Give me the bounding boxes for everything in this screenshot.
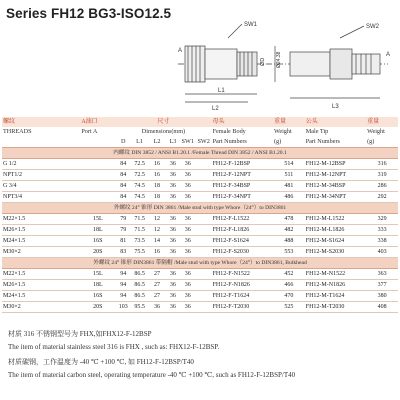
cell: 36	[180, 170, 196, 181]
cell: 408	[366, 302, 398, 313]
port-cell: 15L	[80, 214, 115, 225]
cell: 74.5	[131, 181, 148, 192]
cell: FH12-F-12NPT	[212, 170, 273, 181]
cell: 36	[180, 280, 196, 291]
cell: 36	[166, 181, 180, 192]
note-cn-2: 材质碳钢，工作温度为 -40 ℃ +100 ℃, 如 FH12-F-12BSP/T40	[8, 358, 194, 366]
cell: 86.5	[131, 291, 148, 302]
cell: 94	[115, 269, 131, 280]
cell: FH12-M-N1826	[305, 280, 366, 291]
cell: 86.5	[131, 280, 148, 291]
section-label: 外螺纹 24° 锥形 DIN3861 带隔帽 /Male stud with type Whore（24°）to DIN3861, Bulkhead	[2, 258, 398, 269]
th-weight2: Weight	[367, 128, 385, 135]
th-g1: (g)	[273, 138, 282, 145]
cell: FH12-M-12NPT	[305, 170, 366, 181]
cell: 36	[166, 269, 180, 280]
th-female-cn: 母头	[212, 117, 273, 127]
thread-cell: M30×2	[2, 302, 80, 313]
port-cell: 20S	[80, 247, 115, 258]
cell: 36	[180, 159, 196, 170]
cell	[196, 280, 212, 291]
cell: FH12-F-12BSP	[212, 159, 273, 170]
cell: 36	[166, 280, 180, 291]
th-weight2-cn: 重量	[366, 117, 398, 127]
cell: 292	[366, 192, 398, 203]
cell: 16	[148, 159, 166, 170]
port-cell: 16S	[80, 291, 115, 302]
cell: 84	[115, 181, 131, 192]
cell: 466	[273, 280, 305, 291]
port-cell: 18L	[80, 225, 115, 236]
cell: 380	[366, 291, 398, 302]
cell: FH12-F-34BSP	[212, 181, 273, 192]
cell: 286	[366, 181, 398, 192]
th-dim-cn: 尺寸	[115, 117, 211, 127]
cell: 12	[148, 214, 166, 225]
cell: 36	[180, 181, 196, 192]
cell: 14	[148, 236, 166, 247]
cell: 84	[115, 192, 131, 203]
th-l1: L1	[136, 138, 144, 145]
cell: 72.5	[131, 159, 148, 170]
cell: 81	[115, 236, 131, 247]
cell: FH12-M-L1522	[305, 214, 366, 225]
cell: 84	[115, 159, 131, 170]
th-weight1-cn: 重量	[273, 117, 305, 127]
note-en-1: The item of material stainless steel 316 is FHX , such as: FHX12-F-12BSP.	[8, 343, 220, 351]
cell	[196, 170, 212, 181]
cell: FH12-M-S2030	[305, 247, 366, 258]
cell: 36	[166, 247, 180, 258]
cell	[196, 159, 212, 170]
thread-cell: M26×1.5	[2, 225, 80, 236]
cell: 36	[166, 170, 180, 181]
cell: 316	[366, 159, 398, 170]
cell: 36	[166, 225, 180, 236]
cell: 488	[273, 236, 305, 247]
cell: 86.5	[131, 269, 148, 280]
cell: 36	[180, 214, 196, 225]
a-label-left: A	[178, 48, 183, 54]
cell	[196, 181, 212, 192]
port-cell: 18L	[80, 280, 115, 291]
a-label-right: A	[386, 52, 391, 58]
cell: 478	[273, 214, 305, 225]
cell: 363	[366, 269, 398, 280]
cell: 36	[180, 302, 196, 313]
th-male-cn: 公头	[305, 117, 366, 127]
note-cn-1: 材质 316 不锈钢型号为 FHX,如FHX12-F-12BSP	[8, 330, 152, 338]
th-l2: L2	[153, 138, 161, 145]
thread-cell: M26×1.5	[2, 280, 80, 291]
note-en-2: The item of material carbon steel, operating temperature -40 ℃ +100 ℃, such as FH12-F-12BSP/T40	[8, 371, 296, 379]
cell: 333	[366, 225, 398, 236]
coupling-drawing	[150, 18, 400, 114]
cell: 36	[180, 192, 196, 203]
cell	[196, 225, 212, 236]
cell: 79	[115, 225, 131, 236]
th-port-cn: A油口	[80, 117, 115, 127]
th-male: Male Tip	[305, 128, 329, 135]
port-cell: 20S	[80, 302, 115, 313]
cell	[196, 291, 212, 302]
l2-label: L2	[212, 106, 219, 112]
cell: 71.5	[131, 214, 148, 225]
page-title: Series FH12 BG3-ISO12.5	[6, 6, 172, 21]
cell: 511	[273, 170, 305, 181]
cell: 486	[273, 192, 305, 203]
cell: 27	[148, 291, 166, 302]
cell	[196, 192, 212, 203]
cell: 27	[148, 269, 166, 280]
cell: 377	[366, 280, 398, 291]
cell: FH12-F-N1826	[212, 280, 273, 291]
cell: 18	[148, 192, 166, 203]
cell: FH12-M-12BSP	[305, 159, 366, 170]
cell: 36	[148, 302, 166, 313]
cell: FH12-M-N1522	[305, 269, 366, 280]
cell: FH12-F-N1522	[212, 269, 273, 280]
cell: FH12-F-T2030	[212, 302, 273, 313]
thread-cell: M24×1.5	[2, 291, 80, 302]
th-g2: (g)	[367, 138, 375, 145]
cell	[196, 214, 212, 225]
th-thread-cn: 螺纹	[2, 117, 80, 127]
cell: 329	[366, 214, 398, 225]
section-label: 内螺纹 DIN 3852 / ANSI B1.20.1 /Female Thread DIN 3852 / ANSI B1.20.1	[2, 148, 398, 159]
cell: 79	[115, 214, 131, 225]
thread-cell: G 1/2	[2, 159, 80, 170]
l3-label: L3	[332, 104, 339, 110]
cell	[196, 302, 212, 313]
cell: 452	[273, 269, 305, 280]
cell: 95.5	[131, 302, 148, 313]
cell: 72.5	[131, 170, 148, 181]
cell: FH12-F-T1624	[212, 291, 273, 302]
th-pn2: Part Numbers	[305, 138, 340, 145]
th-sw2: SW2	[197, 138, 210, 145]
th-d: D	[120, 138, 126, 145]
cell: 16	[148, 247, 166, 258]
cell	[196, 247, 212, 258]
sw1-label: SW1	[244, 22, 258, 28]
section-label: 外螺纹 24° 锥形 DIN 3861 /Male stud with type Whore（24°）to DIN3861	[2, 203, 398, 214]
cell: FH12-F-S1624	[212, 236, 273, 247]
cell: 18	[148, 181, 166, 192]
cell: 94	[115, 291, 131, 302]
cell: 94	[115, 280, 131, 291]
cell: 36	[166, 302, 180, 313]
cell: 36	[180, 225, 196, 236]
cell: FH12-F-34NPT	[212, 192, 273, 203]
cell: 36	[166, 192, 180, 203]
cell	[196, 236, 212, 247]
cell: FH12-M-34BSP	[305, 181, 366, 192]
cell: FH12-M-S1624	[305, 236, 366, 247]
port-cell	[80, 192, 115, 203]
cell: FH12-F-L1522	[212, 214, 273, 225]
thread-cell: M22×1.5	[2, 214, 80, 225]
thread-cell: M30×2	[2, 247, 80, 258]
cell: 71.5	[131, 225, 148, 236]
cell: 74.5	[131, 192, 148, 203]
thread-cell: NPT1/2	[2, 170, 80, 181]
cell: 83	[115, 247, 131, 258]
cell: 36	[180, 269, 196, 280]
th-dim: Dimensions(mm)	[141, 128, 186, 135]
cell: 481	[273, 181, 305, 192]
th-pn1: Part Numbers	[212, 138, 247, 145]
cell: 338	[366, 236, 398, 247]
cell: FH12-M-L1826	[305, 225, 366, 236]
cell: 36	[180, 247, 196, 258]
sw2-label: SW2	[366, 24, 380, 30]
cell: 553	[273, 247, 305, 258]
cell: 319	[366, 170, 398, 181]
th-threads: THREADS	[3, 128, 32, 135]
cell: 36	[180, 291, 196, 302]
cell: 482	[273, 225, 305, 236]
spec-table	[2, 117, 398, 313]
thread-cell: M22×1.5	[2, 269, 80, 280]
th-l3: L3	[169, 138, 177, 145]
cell: FH12-F-L1826	[212, 225, 273, 236]
thread-cell: M24×1.5	[2, 236, 80, 247]
cell: 36	[166, 214, 180, 225]
thread-cell: G 3/4	[2, 181, 80, 192]
thread-cell: NPT3/4	[2, 192, 80, 203]
port-cell	[80, 170, 115, 181]
cell: 36	[180, 236, 196, 247]
th-female: Female Body	[212, 128, 246, 135]
port-cell	[80, 159, 115, 170]
cell: FH12-M-T1624	[305, 291, 366, 302]
cell: 36	[166, 291, 180, 302]
cell: FH12-M-T2030	[305, 302, 366, 313]
cell	[196, 269, 212, 280]
cell: FH12-F-S2030	[212, 247, 273, 258]
th-port: Port A	[81, 128, 98, 135]
port-cell: 16S	[80, 236, 115, 247]
cell: 36	[166, 236, 180, 247]
cell: 514	[273, 159, 305, 170]
cell: 12	[148, 225, 166, 236]
cell: 103	[115, 302, 131, 313]
th-weight1: Weight	[273, 128, 292, 135]
cell: 16	[148, 170, 166, 181]
d-label: ØD	[260, 57, 266, 66]
cell: FH12-M-34NPT	[305, 192, 366, 203]
cell: 403	[366, 247, 398, 258]
cell: 27	[148, 280, 166, 291]
cell: 36	[166, 159, 180, 170]
cell: 525	[273, 302, 305, 313]
cell: 84	[115, 170, 131, 181]
l1-label: L1	[218, 88, 225, 94]
port-cell: 15L	[80, 269, 115, 280]
cell: 470	[273, 291, 305, 302]
th-sw1: SW1	[181, 138, 194, 145]
port-cell	[80, 181, 115, 192]
cell: 73.5	[131, 236, 148, 247]
d2-label: Ø24.38	[276, 51, 282, 68]
cell: 75.5	[131, 247, 148, 258]
